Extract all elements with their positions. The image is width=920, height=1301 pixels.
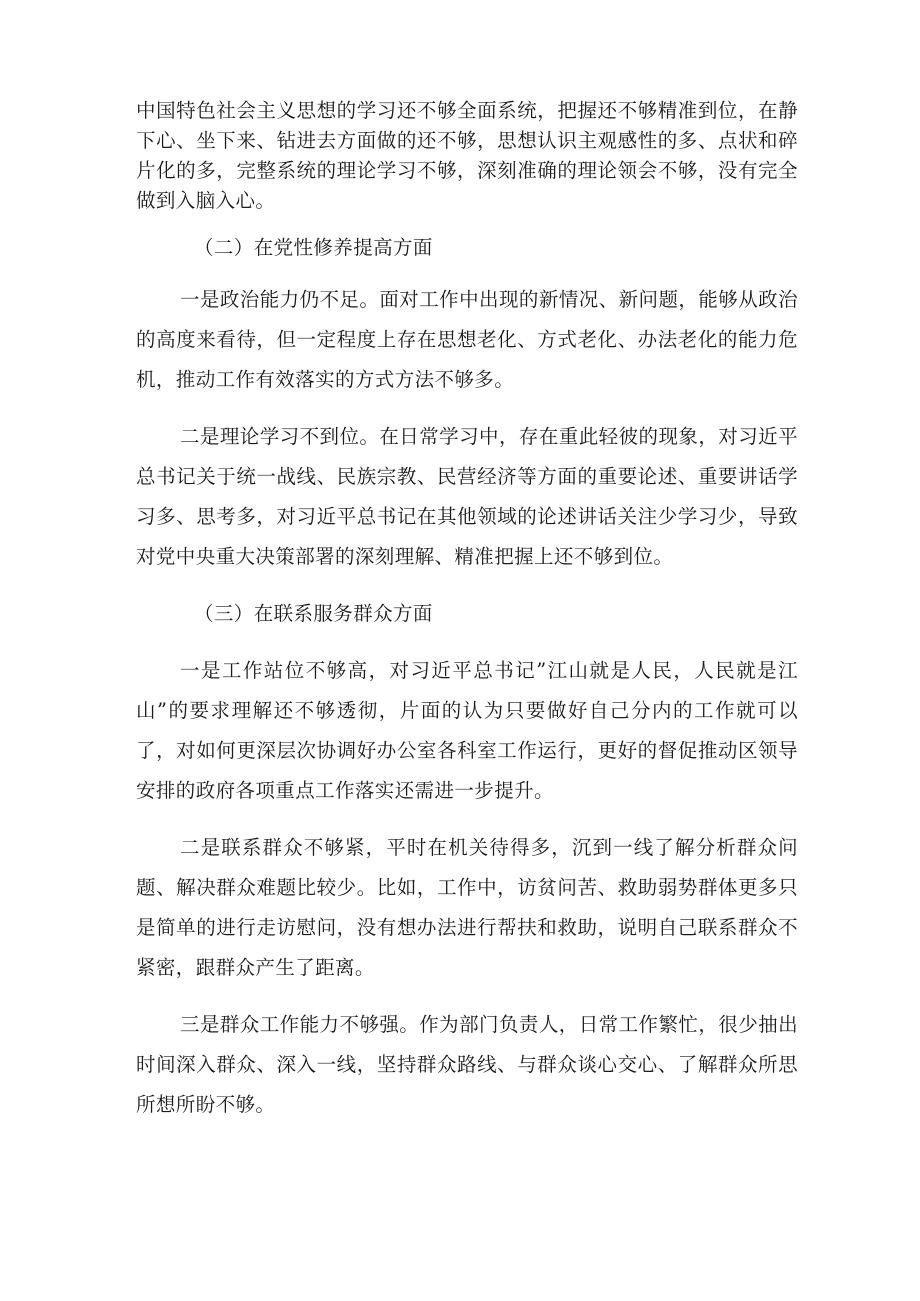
document-page — [136, 96, 798, 1125]
paragraph-theory-study: 二是理论学习不到位。在日常学习中，存在重此轻彼的现象，对习近平总书记关于统一战线、民族宗教、民营经济等方面的重要论述、重要讲话学习多、思考多，对习近平总书记在其他领域的论述讲话关注少学习少，导致对党中央重大决策部署的深刻理解、精准把握上还不够到位。 — [136, 425, 798, 568]
paragraph-mass-work-ability: 三是群众工作能力不够强。作为部门负责人，日常工作繁忙，很少抽出时间深入群众、深入一线，坚持群众路线、与群众谈心交心、了解群众所思所想所盼不够。 — [136, 1013, 798, 1116]
paragraph-continuation: 中国特色社会主义思想的学习还不够全面系统，把握还不够精准到位，在静下心、坐下来、钻进去方面做的还不够，思想认识主观感性的多、点状和碎片化的多，完整系统的理论学习不够，深刻准确的理论领会不够，没有完全做到入脑入心。 — [136, 99, 798, 212]
section-heading-3: （三）在联系服务群众方面 — [194, 602, 433, 625]
paragraph-political-ability: 一是政治能力仍不足。面对工作中出现的新情况、新问题，能够从政治的高度来看待，但一定程度上存在思想老化、方式老化、办法老化的能力危机，推动工作有效落实的方式方法不够多。 — [136, 288, 798, 391]
paragraph-mass-connection: 二是联系群众不够紧，平时在机关待得多，沉到一线了解分析群众问题、解决群众难题比较少。比如，工作中，访贫问苦、救助弱势群体更多只是简单的进行走访慰问，没有想办法进行帮扶和救助，说明自己联系群众不紧密，跟群众产生了距离。 — [136, 836, 798, 979]
paragraph-work-position: 一是工作站位不够高，对习近平总书记”江山就是人民，人民就是江山”的要求理解还不够透彻，片面的认为只要做好自己分内的工作就可以了，对如何更深层次协调好办公室各科室工作运行，更好的督促推动区领导安排的政府各项重点工作落实还需进一步提升。 — [136, 659, 798, 802]
section-heading-2: （二）在党性修养提高方面 — [194, 236, 433, 259]
